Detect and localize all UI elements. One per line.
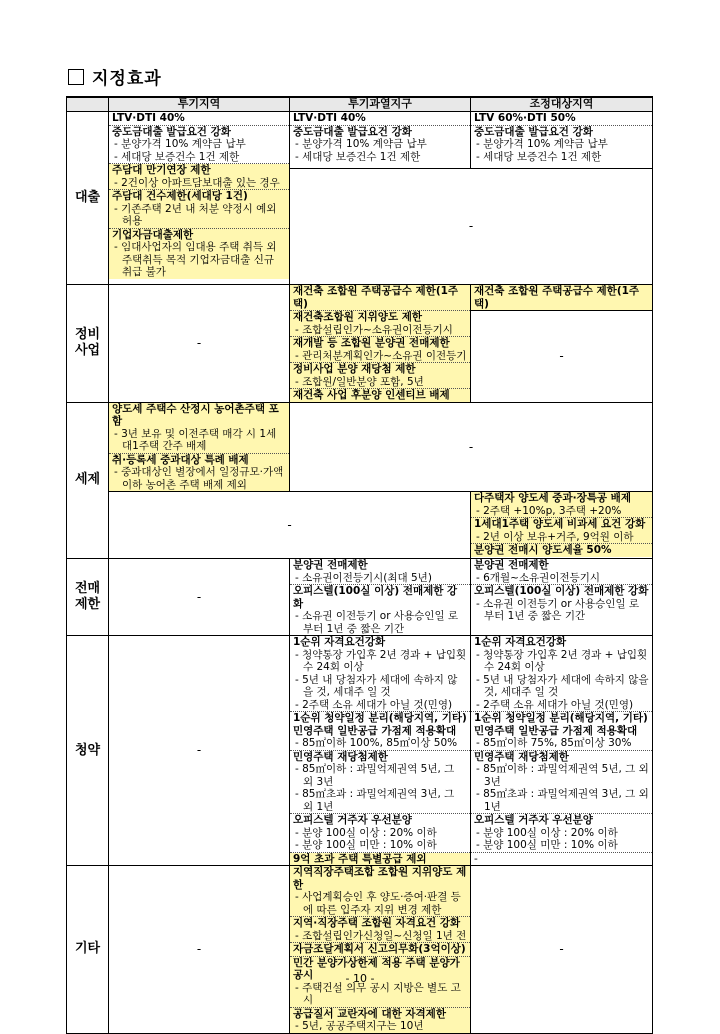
row-maintenance-a bbox=[67, 285, 653, 311]
cell-item bbox=[109, 454, 289, 492]
item-detail: - 85㎡초과 : 과밀억제권역 3년, 그 외 1년 bbox=[476, 788, 649, 813]
item-heading: 중도금대출 발급요건 강화 bbox=[474, 125, 593, 138]
item-heading: 재건축 조합원 주택공급수 제한(1주택) bbox=[293, 285, 459, 310]
tax-col23-dash: - bbox=[290, 402, 653, 492]
item-heading: 중도금대출 발급요건 강화 bbox=[293, 125, 412, 138]
item-detail: - 5년 내 당첨자가 세대에 속하지 않을 것, 세대주 일 것 bbox=[476, 673, 649, 698]
cell-item bbox=[471, 112, 652, 126]
item-detail: - 2주택 소유 세대가 아닐 것(민영) bbox=[295, 698, 453, 711]
item-detail: - 분양 100실 미만 : 10% 이하 bbox=[295, 839, 437, 851]
cell-item bbox=[109, 112, 289, 126]
item-detail: - 85㎡이하 100%, 85㎡이상 50% bbox=[295, 737, 458, 749]
item-heading: 분양권 전매시 양도세율 50% bbox=[474, 544, 612, 556]
item-detail: - 분양 100실 이상 : 20% 이하 bbox=[295, 826, 437, 839]
header-speculation-area: 투기지역 bbox=[109, 97, 290, 112]
item-detail: - 분양가격 10% 계약금 납부 bbox=[295, 138, 427, 150]
item-heading: 재건축조합원 지위양도 제한 bbox=[293, 311, 423, 323]
tax-col1 bbox=[109, 402, 290, 492]
item-detail: - 2주택 소유 세대가 아닐 것(민영) bbox=[476, 698, 634, 711]
cell-item bbox=[290, 712, 470, 751]
cell-item bbox=[471, 814, 652, 853]
cell-item bbox=[290, 866, 470, 917]
header-blank bbox=[67, 97, 109, 112]
title-text: 지정효과 bbox=[92, 69, 162, 89]
item-detail: - 분양가격 10% 계약금 납부 bbox=[114, 138, 246, 150]
item-detail: - 청약통장 가입후 2년 경과 + 납입횟수 24회 이상 bbox=[295, 648, 467, 673]
item-heading: 1순위 자격요건강화 bbox=[293, 636, 386, 648]
header-adjustment-area: 조정대상지역 bbox=[471, 97, 653, 112]
item-heading: 정비사업 분양 재당첨 제한 bbox=[293, 363, 416, 375]
item-heading: 민영주택 일반공급 가점제 적용확대 bbox=[474, 724, 638, 737]
item-detail: - 청약통장 가입후 2년 경과 + 납입횟수 24회 이상 bbox=[476, 648, 648, 673]
maintenance-col3-top bbox=[471, 285, 653, 311]
item-heading: 오피스텔(100실 이상) 전매제한 강화 bbox=[293, 585, 458, 610]
item-heading: 1순위 청약일정 분리(해당지역, 기타) bbox=[293, 712, 467, 724]
cell-item bbox=[290, 559, 470, 585]
item-heading: 주담대 건수제한(세대당 1건) bbox=[112, 190, 248, 202]
item-detail: - 2주택 +10%p, 3주택 +20% bbox=[476, 504, 622, 517]
item-detail: - 주택건설 의무 공시 지방은 별도 고시 bbox=[295, 981, 461, 1006]
cell-item bbox=[290, 751, 470, 815]
cell-item bbox=[290, 636, 470, 712]
designation-effects-table bbox=[66, 96, 653, 1034]
etc-col2 bbox=[290, 866, 471, 1034]
loan-dash: - bbox=[290, 169, 653, 285]
cell-item bbox=[290, 585, 470, 635]
item-detail: - 2년 이상 보유+거주, 9억원 이하 bbox=[476, 530, 634, 543]
page-number: - 10 - bbox=[345, 972, 375, 985]
item-detail: - 세대당 보증건수 1건 제한 bbox=[295, 150, 421, 163]
item-heading: 주담대 만기연장 제한 bbox=[112, 164, 211, 176]
row-loan-a bbox=[67, 112, 653, 169]
item-heading: LTV 60%·DTI 50% bbox=[474, 112, 576, 124]
item-detail: - 85㎡이하 : 과밀억제권역 5년, 그 외 3년 bbox=[295, 763, 455, 788]
item-heading: 자금조달계획서 신고의무화(3억이상) bbox=[293, 943, 466, 955]
item-heading: 재개발 등 조합원 분양권 전매제한 bbox=[293, 337, 450, 349]
item-detail: - 기존주택 2년 내 처분 약정시 예외허용 bbox=[114, 202, 277, 227]
item-detail: - 분양 100실 이상 : 20% 이하 bbox=[476, 826, 618, 839]
item-heading: 지역·직장주택 조합원 자격요건 강화 bbox=[293, 917, 461, 929]
cell-item bbox=[471, 559, 652, 585]
category-subscription: 청약 bbox=[67, 636, 109, 866]
loan-col1 bbox=[109, 112, 290, 285]
item-heading: 재건축 사업 후분양 인센티브 배제 bbox=[293, 389, 450, 401]
item-heading: 기업자금대출제한 bbox=[112, 228, 194, 241]
item-detail: - 조합설립인가~소유권이전등기시 bbox=[295, 323, 453, 336]
cell-item bbox=[290, 814, 470, 853]
cell-item bbox=[290, 389, 470, 402]
category-maintenance: 정비 사업 bbox=[67, 285, 109, 403]
item-detail: - 세대당 보증건수 1건 제한 bbox=[476, 150, 602, 163]
cell-item bbox=[290, 285, 470, 311]
tax-col12-dash: - bbox=[109, 492, 471, 559]
item-heading: 민영주택 재당첨제한 bbox=[474, 750, 569, 763]
item-heading: 양도세 주택수 산정시 농어촌주택 포함 bbox=[112, 402, 279, 427]
item-detail: - 임대사업자의 임대용 주택 취득 외 주택취득 목적 기업자금대출 신규 취급 불가 bbox=[114, 241, 277, 278]
item-heading: 취·등록세 중과대상 특례 배제 bbox=[112, 453, 249, 466]
item-heading: 분양권 전매제한 bbox=[474, 559, 549, 571]
item-heading: 1순위 청약일정 분리(해당지역, 기타) bbox=[474, 712, 648, 724]
cell-item bbox=[290, 853, 470, 866]
item-heading: 1순위 자격요건강화 bbox=[474, 636, 567, 648]
resale-col2 bbox=[290, 559, 471, 636]
cell-item bbox=[109, 164, 289, 190]
category-tax: 세제 bbox=[67, 402, 109, 559]
item-detail: - 조합설립인가신청일~신청일 1년 전 bbox=[295, 929, 467, 942]
item-heading: 지역직장주택조합 조합원 지위양도 제한 bbox=[293, 866, 467, 891]
category-resale: 전매 제한 bbox=[67, 559, 109, 636]
item-heading: LTV·DTI 40% bbox=[293, 112, 366, 124]
loan-col2-top bbox=[290, 112, 471, 169]
cell-item bbox=[290, 917, 470, 943]
etc-col1: - bbox=[109, 866, 290, 1034]
item-detail: - 2건이상 아파트담보대출 있는 경우 bbox=[114, 176, 280, 189]
cell-item bbox=[290, 112, 470, 126]
cell-item bbox=[290, 311, 470, 337]
item-detail: - 분양 100실 미만 : 10% 이하 bbox=[476, 839, 618, 851]
checkbox-square-icon bbox=[68, 69, 84, 85]
subscription-col3 bbox=[471, 636, 653, 866]
cell-item bbox=[471, 544, 652, 557]
item-heading: 9억 초과 주택 특별공급 제외 bbox=[293, 852, 427, 865]
row-etc bbox=[67, 866, 653, 1034]
item-detail: - 85㎡이하 : 과밀억제권역 5년, 그 외 3년 bbox=[476, 763, 649, 788]
item-detail: - 85㎡이하 75%, 85㎡이상 30% bbox=[476, 737, 632, 749]
cell-item bbox=[471, 853, 652, 866]
item-heading: 민영주택 재당첨제한 bbox=[293, 750, 388, 763]
cell-item bbox=[109, 126, 289, 165]
item-heading: 재건축 조합원 주택공급수 제한(1주택) bbox=[474, 285, 640, 310]
category-etc: 기타 bbox=[67, 866, 109, 1034]
cell-item bbox=[471, 712, 652, 751]
item-heading: LTV·DTI 40% bbox=[112, 112, 185, 124]
resale-col3 bbox=[471, 559, 653, 636]
subscription-col2 bbox=[290, 636, 471, 866]
cell-item bbox=[471, 492, 652, 518]
maintenance-col1: - bbox=[109, 285, 290, 403]
item-detail: - 분양가격 10% 계약금 납부 bbox=[476, 138, 608, 150]
item-detail: - 85㎡초과 : 과밀억제권역 3년, 그 외 1년 bbox=[295, 788, 455, 813]
item-heading: 오피스텔 거주자 우선분양 bbox=[293, 814, 412, 826]
cell-item bbox=[290, 337, 470, 363]
item-heading: 1세대1주택 양도세 비과세 요건 강화 bbox=[474, 518, 646, 530]
item-detail: - 3년 보유 및 이전주택 매각 시 1세대1주택 간주 배제 bbox=[114, 427, 277, 452]
tax-col3 bbox=[471, 492, 653, 559]
header-overheated-district: 투기과열지구 bbox=[290, 97, 471, 112]
item-heading: 분양권 전매제한 bbox=[293, 559, 368, 571]
cell-item bbox=[290, 363, 470, 389]
item-heading: 다주택자 양도세 중과·장특공 배제 bbox=[474, 492, 631, 504]
item-detail: - 소유권 이전등기 or 사용승인일 로부터 1년 중 짧은 기간 bbox=[476, 597, 640, 622]
item-detail: - 관리처분계획인가~소유권 이전등기 bbox=[295, 349, 467, 362]
cell-item bbox=[290, 943, 470, 957]
loan-col3-top bbox=[471, 112, 653, 169]
cell-item bbox=[471, 518, 652, 544]
cell-item bbox=[471, 285, 652, 310]
cell-item bbox=[109, 190, 289, 229]
resale-col1: - bbox=[109, 559, 290, 636]
category-loan: 대출 bbox=[67, 112, 109, 285]
maintenance-col2 bbox=[290, 285, 471, 403]
cell-item bbox=[471, 636, 652, 712]
item-detail: - 세대당 보증건수 1건 제한 bbox=[114, 150, 240, 163]
cell-item bbox=[471, 126, 652, 164]
item-heading: 중도금대출 발급요건 강화 bbox=[112, 125, 231, 138]
cell-item bbox=[290, 126, 470, 164]
item-detail: - 5년, 공공주택지구는 10년 bbox=[295, 1020, 424, 1032]
row-resale bbox=[67, 559, 653, 636]
etc-col3: - bbox=[471, 866, 653, 1034]
row-tax-a bbox=[67, 402, 653, 492]
item-heading: 민간 분양가상한제 적용 주택 분양가 공시 bbox=[293, 956, 460, 981]
item-detail: - 소유권 이전등기 or 사용승인일 로부터 1년 중 짧은 기간 bbox=[295, 610, 459, 635]
cell-item bbox=[290, 1008, 470, 1033]
item-heading: 오피스텔(100실 이상) 전매제한 강화 bbox=[474, 585, 649, 597]
cell-item bbox=[109, 403, 289, 454]
item-detail: - 소유권이전등기시(최대 5년) bbox=[295, 571, 432, 584]
section-title bbox=[68, 64, 162, 89]
item-detail: - 6개월~소유권이전등기시 bbox=[476, 571, 601, 584]
cell-item bbox=[471, 585, 652, 623]
cell-item bbox=[471, 751, 652, 815]
item-detail: - 조합원/일반분양 포함, 5년 bbox=[295, 375, 424, 388]
subscription-col1: - bbox=[109, 636, 290, 866]
row-subscription bbox=[67, 636, 653, 866]
item-detail: - 사업계획승인 후 양도·증여·판결 등에 따른 입주자 지위 변경 제한 bbox=[295, 891, 461, 916]
item-heading: - bbox=[474, 852, 478, 865]
item-detail: - 5년 내 당첨자가 세대에 속하지 않을 것, 세대주 일 것 bbox=[295, 673, 458, 698]
row-tax-b bbox=[67, 492, 653, 559]
item-detail: - 중과대상인 별장에서 일정규모·가액이하 농어촌 주택 배제 제외 bbox=[114, 466, 284, 491]
table-header-row bbox=[67, 97, 653, 112]
item-heading: 오피스텔 거주자 우선분양 bbox=[474, 814, 593, 826]
item-heading: 공급질서 교란자에 대한 자격제한 bbox=[293, 1007, 446, 1020]
maintenance-col3: - bbox=[471, 311, 653, 403]
item-heading: 민영주택 일반공급 가점제 적용확대 bbox=[293, 724, 457, 737]
cell-item bbox=[109, 229, 289, 279]
